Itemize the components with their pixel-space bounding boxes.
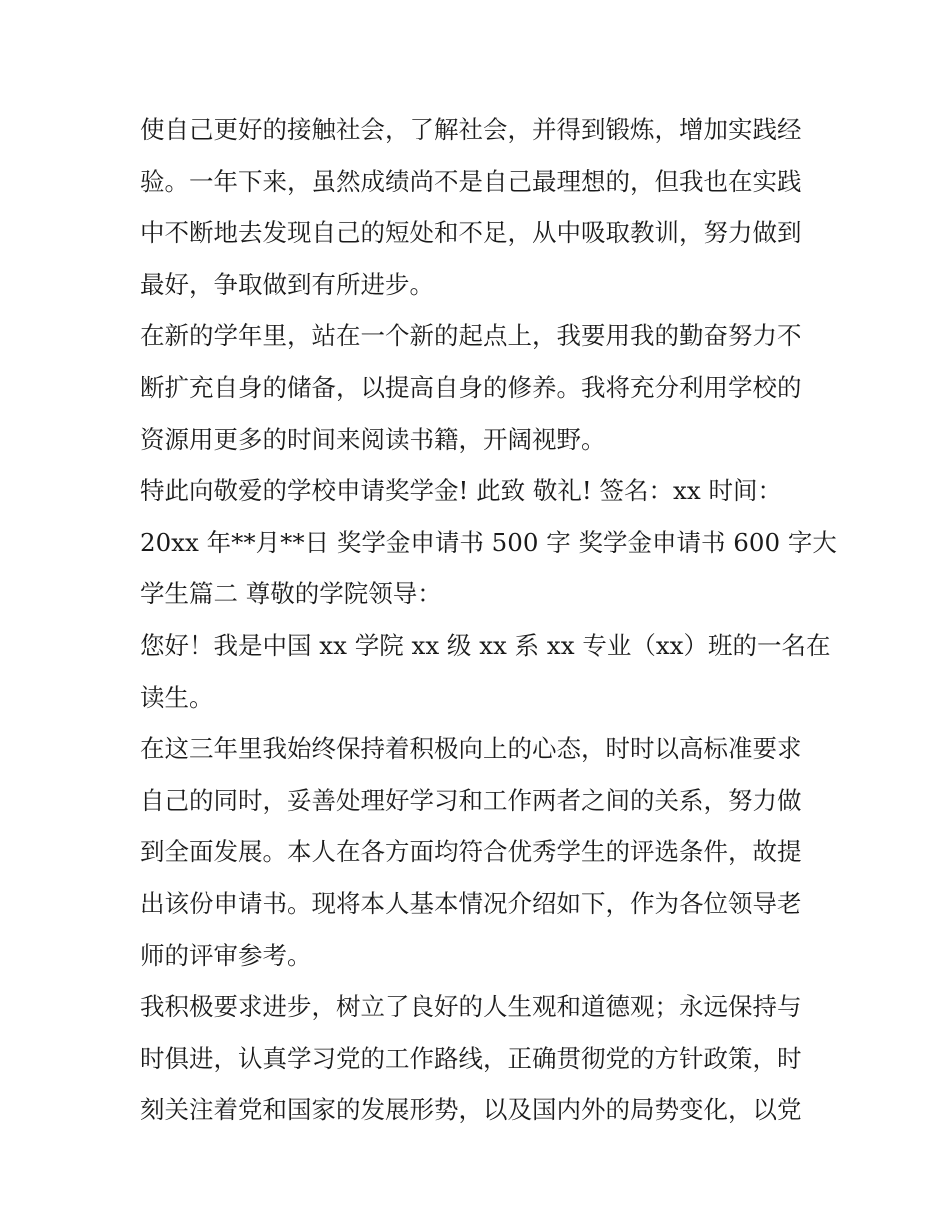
paragraph-5	[140, 723, 820, 981]
text-line: 资源用更多的时间来阅读书籍，开阔视野。	[140, 424, 606, 454]
text-line: 断扩充自身的储备，以提高自身的修养。我将充分利用学校的	[140, 372, 802, 402]
paragraph-2	[140, 310, 820, 465]
paragraph-6	[140, 981, 820, 1136]
text-line: 我积极要求进步，树立了良好的人生观和道德观；永远保持与	[140, 992, 802, 1022]
text-line: 最好，争取做到有所进步。	[140, 269, 434, 299]
text-line: 特此向敬爱的学校申请奖学金! 此致 敬礼! 签名：xx 时间：	[140, 476, 782, 506]
paragraph-1	[140, 104, 820, 310]
text-line: 验。一年下来，虽然成绩尚不是自己最理想的，但我也在实践	[140, 166, 802, 196]
text-line: 读生。	[140, 682, 214, 712]
text-line: 您好！我是中国 xx 学院 xx 级 xx 系 xx 专业（xx）班的一名在	[140, 630, 831, 660]
text-line: 学生篇二 尊敬的学院领导：	[140, 579, 442, 609]
paragraph-3	[140, 465, 837, 620]
text-line: 时俱进，认真学习党的工作路线，正确贯彻党的方针政策，时	[140, 1043, 802, 1073]
paragraph-4	[140, 620, 831, 723]
text-line: 在这三年里我始终保持着积极向上的心态，时时以高标准要求	[140, 734, 802, 764]
text-line: 中不断地去发现自己的短处和不足，从中吸取教训，努力做到	[140, 218, 802, 248]
text-line: 到全面发展。本人在各方面均符合优秀学生的评选条件，故提	[140, 837, 802, 867]
text-line: 使自己更好的接触社会，了解社会，并得到锻炼，增加实践经	[140, 115, 802, 144]
text-line: 20xx 年**月**日 奖学金申请书 500 字 奖学金申请书 600 字大	[140, 527, 837, 557]
text-line: 刻关注着党和国家的发展形势，以及国内外的局势变化，以党	[140, 1095, 802, 1125]
text-line: 出该份申请书。现将本人基本情况介绍如下，作为各位领导老	[140, 888, 802, 918]
text-line: 自己的同时，妥善处理好学习和工作两者之间的关系，努力做	[140, 785, 802, 815]
text-line: 在新的学年里，站在一个新的起点上，我要用我的勤奋努力不	[140, 321, 802, 351]
document-body	[140, 104, 837, 1136]
text-line: 师的评审参考。	[140, 940, 312, 970]
